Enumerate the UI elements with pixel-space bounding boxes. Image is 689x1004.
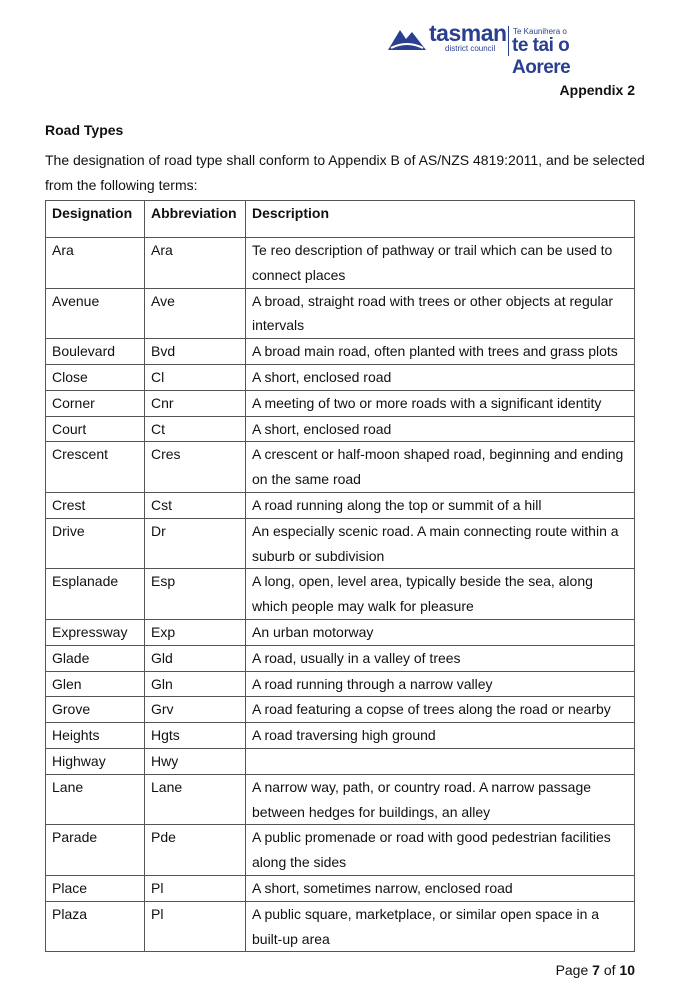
mountain-logo-icon (388, 26, 426, 52)
cell-designation: Court (46, 416, 145, 442)
table-row (46, 569, 635, 620)
intro-paragraph: The designation of road type shall conform to Appendix B of AS/NZS 4819:2011, and be selected from the following terms: (45, 152, 645, 193)
cell-description: A road, usually in a valley of trees (246, 645, 635, 671)
table-row (46, 288, 635, 339)
table-row (46, 875, 635, 901)
cell-abbreviation: Ave (145, 288, 246, 339)
header-description: Description (246, 201, 635, 238)
cell-abbreviation: Hwy (145, 748, 246, 774)
cell-description: A public square, marketplace, or similar open space in a built-up area (246, 901, 635, 952)
cell-abbreviation: Gld (145, 645, 246, 671)
cell-designation: Heights (46, 723, 145, 749)
cell-description: An especially scenic road. A main connecting route within a suburb or subdivision (246, 518, 635, 569)
cell-abbreviation: Bvd (145, 339, 246, 365)
cell-description: A public promenade or road with good pedestrian facilities along the sides (246, 825, 635, 876)
cell-designation: Crest (46, 492, 145, 518)
logo-divider (508, 26, 509, 56)
cell-designation: Drive (46, 518, 145, 569)
cell-abbreviation: Ct (145, 416, 246, 442)
cell-description: A meeting of two or more roads with a significant identity (246, 390, 635, 416)
table-row (46, 339, 635, 365)
cell-description: A short, sometimes narrow, enclosed road (246, 875, 635, 901)
cell-description: A long, open, level area, typically beside the sea, along which people may walk for pleasure (246, 569, 635, 620)
cell-designation: Parade (46, 825, 145, 876)
table-row (46, 645, 635, 671)
cell-abbreviation: Dr (145, 518, 246, 569)
table-row (46, 671, 635, 697)
table-row (46, 901, 635, 952)
page-total: 10 (619, 962, 635, 978)
table-row (46, 390, 635, 416)
cell-abbreviation: Ara (145, 238, 246, 289)
cell-designation: Avenue (46, 288, 145, 339)
table-row (46, 518, 635, 569)
cell-description: A broad, straight road with trees or other objects at regular intervals (246, 288, 635, 339)
logo-subtitle: district council (445, 44, 496, 53)
cell-description: A crescent or half-moon shaped road, beginning and ending on the same road (246, 442, 635, 493)
page-label: Page (555, 962, 589, 978)
cell-description: A road running through a narrow valley (246, 671, 635, 697)
table-row (46, 619, 635, 645)
cell-abbreviation: Pde (145, 825, 246, 876)
council-logo (388, 20, 624, 78)
cell-designation: Highway (46, 748, 145, 774)
table-row (46, 492, 635, 518)
cell-abbreviation: Lane (145, 774, 246, 825)
cell-description: A road featuring a copse of trees along the road or nearby (246, 697, 635, 723)
cell-abbreviation: Cres (145, 442, 246, 493)
table-row (46, 697, 635, 723)
cell-designation: Corner (46, 390, 145, 416)
table-row (46, 825, 635, 876)
cell-designation: Ara (46, 238, 145, 289)
cell-designation: Grove (46, 697, 145, 723)
table-header-row (46, 201, 635, 238)
table-row (46, 774, 635, 825)
page-number (556, 962, 635, 978)
table-row (46, 364, 635, 390)
header-designation: Designation (46, 201, 145, 238)
page-current: 7 (592, 962, 600, 978)
cell-designation: Boulevard (46, 339, 145, 365)
cell-abbreviation: Pl (145, 875, 246, 901)
cell-designation: Esplanade (46, 569, 145, 620)
cell-designation: Glade (46, 645, 145, 671)
cell-description: A road running along the top or summit of a hill (246, 492, 635, 518)
cell-abbreviation: Gln (145, 671, 246, 697)
cell-abbreviation: Esp (145, 569, 246, 620)
page-of-label: of (603, 962, 616, 978)
cell-designation: Plaza (46, 901, 145, 952)
cell-designation: Expressway (46, 619, 145, 645)
appendix-label: Appendix 2 (559, 82, 635, 98)
road-types-table (45, 200, 635, 952)
table-row (46, 416, 635, 442)
table-row (46, 442, 635, 493)
cell-abbreviation: Cl (145, 364, 246, 390)
cell-abbreviation: Cst (145, 492, 246, 518)
cell-description: An urban motorway (246, 619, 635, 645)
cell-abbreviation: Pl (145, 901, 246, 952)
cell-description: Te reo description of pathway or trail which can be used to connect places (246, 238, 635, 289)
table-row (46, 723, 635, 749)
logo-maori-caption: Te Kaunihera o (513, 27, 567, 36)
cell-designation: Glen (46, 671, 145, 697)
cell-designation: Place (46, 875, 145, 901)
table-row (46, 238, 635, 289)
cell-designation: Close (46, 364, 145, 390)
table-row (46, 748, 635, 774)
cell-description: A short, enclosed road (246, 364, 635, 390)
cell-description: A road traversing high ground (246, 723, 635, 749)
cell-designation: Crescent (46, 442, 145, 493)
cell-abbreviation: Hgts (145, 723, 246, 749)
cell-description (246, 748, 635, 774)
logo-maori-name: te tai o Aorere (512, 35, 571, 78)
section-heading: Road Types (45, 122, 124, 138)
cell-abbreviation: Grv (145, 697, 246, 723)
cell-description: A short, enclosed road (246, 416, 635, 442)
cell-designation: Lane (46, 774, 145, 825)
cell-abbreviation: Cnr (145, 390, 246, 416)
header-abbreviation: Abbreviation (145, 201, 246, 238)
cell-description: A narrow way, path, or country road. A narrow passage between hedges for buildings, an alley (246, 774, 635, 825)
cell-abbreviation: Exp (145, 619, 246, 645)
logo-wordmark: tasman (429, 20, 507, 46)
cell-description: A broad main road, often planted with trees and grass plots (246, 339, 635, 365)
